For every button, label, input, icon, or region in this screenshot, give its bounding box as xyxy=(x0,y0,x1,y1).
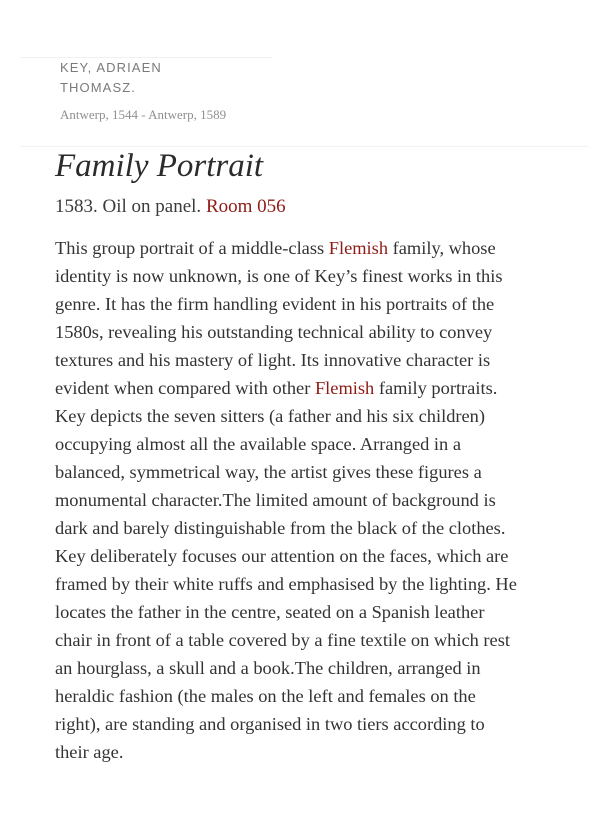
description-line: dark and barely distinguishable from the black of the clothes. xyxy=(55,518,506,538)
description-line: framed by their white ruffs and emphasised by the lighting. He xyxy=(55,574,517,594)
artist-info xyxy=(60,58,280,123)
description-text: family portraits. xyxy=(374,378,498,398)
description-line: chair in front of a table covered by a fine textile on which rest xyxy=(55,630,510,650)
description-line xyxy=(55,234,555,262)
flemish-link[interactable]: Flemish xyxy=(314,378,375,398)
work-meta xyxy=(55,194,286,220)
description-line: locates the father in the centre, seated on a Spanish leather xyxy=(55,602,485,622)
work-description xyxy=(55,234,555,766)
description-line xyxy=(55,374,555,402)
flemish-link[interactable]: Flemish xyxy=(328,238,389,258)
artist-dates: Antwerp, 1544 - Antwerp, 1589 xyxy=(60,107,227,122)
description-line: right), are standing and organised in two tiers according to xyxy=(55,714,485,734)
description-line: Key depicts the seven sitters (a father and his six children) xyxy=(55,406,485,426)
description-text: family, whose xyxy=(388,238,496,258)
room-link[interactable]: Room 056 xyxy=(205,196,286,217)
description-line: identity is now unknown, is one of Key’s finest works in this xyxy=(55,266,503,286)
description-line: their age. xyxy=(55,742,124,762)
description-line: occupying almost all the available space. Arranged in a xyxy=(55,434,461,454)
description-line: 1580s, revealing his outstanding technical ability to convey xyxy=(55,322,493,342)
description-line: monumental character.The limited amount of background is xyxy=(55,490,496,510)
description-line: balanced, symmetrical way, the artist gives these figures a xyxy=(55,462,482,482)
description-line: an hourglass, a skull and a book.The children, arranged in xyxy=(55,658,481,678)
description-line: textures and his mastery of light. Its innovative character is xyxy=(55,350,491,370)
description-text: This group portrait of a middle-class xyxy=(55,238,329,258)
description-text: evident when compared with other xyxy=(55,378,315,398)
artist-name-line1: KEY, ADRIAEN xyxy=(60,60,162,75)
description-line: Key deliberately focuses our attention on the faces, which are xyxy=(55,546,509,566)
description-line: genre. It has the firm handling evident in his portraits of the xyxy=(55,294,495,314)
work-title: Family Portrait xyxy=(55,148,264,184)
work-date-technique: 1583. Oil on panel. xyxy=(55,196,206,217)
artist-name-line2: THOMASZ. xyxy=(60,80,136,95)
artist-name[interactable] xyxy=(60,58,280,98)
description-line: heraldic fashion (the males on the left and females on the xyxy=(55,686,476,706)
